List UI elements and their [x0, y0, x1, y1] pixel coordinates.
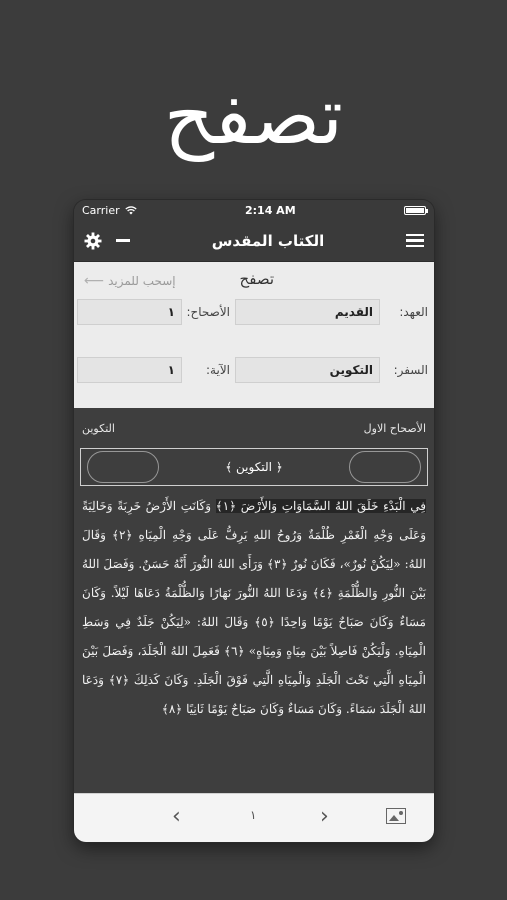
ornament-right [349, 451, 421, 483]
verse-6[interactable]: وَقَالَ اللهُ: «لِيَكُنْ جَلَدٌ فِي وَسَطِ الْمِيَاهِ. وَلْيَكُنْ فَاصِلاً بَيْنَ مِيَاهٍ وَمِيَاهٍ» ﴿٦﴾ [82, 615, 426, 658]
navigation-bar [74, 220, 434, 262]
menu-icon [406, 231, 424, 251]
panel-header [74, 268, 434, 292]
testament-label: العهد: [399, 305, 428, 319]
banner-title: ﴿ التكوين ﴾ [225, 460, 283, 474]
verse-7[interactable]: فَعَمِلَ اللهُ الْجَلَدَ، وَفَصَلَ بَيْنَ الْمِيَاهِ الَّتِي تَحْتَ الْجَلَدِ وَالْمِيَاهِ الَّتِي فَوْقَ الْجَلَدِ. وَكَانَ كَذلِكَ ﴿٧﴾ [82, 644, 426, 687]
chapter-label: الأصحاح: [186, 305, 230, 319]
chapter-info: الأصحاح الاول [363, 421, 426, 435]
app-title: الكتاب المقدس [211, 231, 325, 250]
reader-info-row [74, 408, 434, 448]
hero-title: تصفح [163, 72, 344, 162]
settings-button[interactable] [84, 232, 102, 250]
book-field[interactable]: التكوين [235, 357, 380, 383]
verse-2[interactable]: وَكَانَتِ الأَرْضُ خَرِبَةً وَخَالِيَةً وَعَلَى وَجْهِ الْغَمْرِ ظُلْمَةٌ وَرُوحُ اللهِ يَرِفُّ عَلَى وَجْهِ الْمِيَاهِ ﴿٢﴾ [82, 499, 426, 542]
image-icon[interactable] [386, 808, 406, 824]
minus-icon [116, 239, 130, 242]
verse-8[interactable]: وَدَعَا اللهُ الْجَلَدَ سَمَاءً. وَكَانَ مَسَاءٌ وَكَانَ صَبَاحٌ يَوْمًا ثَانِيًا ﴿٨﴾ [82, 673, 426, 716]
verse-3[interactable]: وَقَالَ اللهُ: «لِيَكُنْ نُورٌ»، فَكَانَ نُورٌ ﴿٣﴾ [82, 528, 427, 571]
chapter-field[interactable]: ١ [77, 299, 182, 325]
page-number: ١ [250, 808, 257, 822]
book-banner [80, 448, 428, 486]
testament-field[interactable]: القديم [235, 299, 380, 325]
collapse-button[interactable] [116, 239, 130, 242]
prev-page-button[interactable]: ‹ [172, 804, 181, 829]
carrier-label: Carrier [82, 203, 120, 217]
ornament-left [87, 451, 159, 483]
menu-button[interactable] [406, 231, 424, 251]
browse-panel [74, 262, 434, 409]
clock: 2:14 AM [244, 203, 296, 217]
pull-more-hint[interactable] [84, 273, 176, 289]
verse-field[interactable]: ١ [77, 357, 182, 383]
next-page-button[interactable]: › [320, 804, 329, 829]
pull-more-label: إسحب للمزيد [108, 274, 176, 288]
reader-view[interactable] [74, 408, 434, 794]
wifi-icon [125, 206, 137, 215]
verse-5[interactable]: وَدَعَا اللهُ النُّورَ نَهَارًا وَالظُّلْمَةُ دَعَاهَا لَيْلاً. وَكَانَ مَسَاءٌ وَكَانَ صَبَاحٌ يَوْمًا وَاحِدًا ﴿٥﴾ [82, 586, 426, 629]
verse-text [74, 486, 434, 790]
status-bar [74, 200, 434, 220]
arrow-left-icon: ⟵ [84, 273, 105, 289]
verse-label: الآية: [206, 363, 230, 377]
verse-4[interactable]: وَرَأَى اللهُ النُّورَ أَنَّهُ حَسَنٌ. وَفَصَلَ اللهُ بَيْنَ النُّورِ وَالظُّلْمَةِ ﴿٤﴾ [82, 557, 426, 600]
book-info: التكوين [82, 421, 115, 435]
gear-icon [84, 232, 102, 250]
verse-1[interactable]: فِي الْبَدْءِ خَلَقَ اللهُ السَّمَاوَاتِ وَالأَرْضَ ﴿١﴾ [215, 499, 426, 513]
bottom-toolbar [74, 793, 434, 842]
phone-frame [74, 200, 434, 842]
battery-icon [404, 206, 426, 215]
book-label: السفر: [393, 363, 428, 377]
panel-title: تصفح [239, 270, 274, 288]
